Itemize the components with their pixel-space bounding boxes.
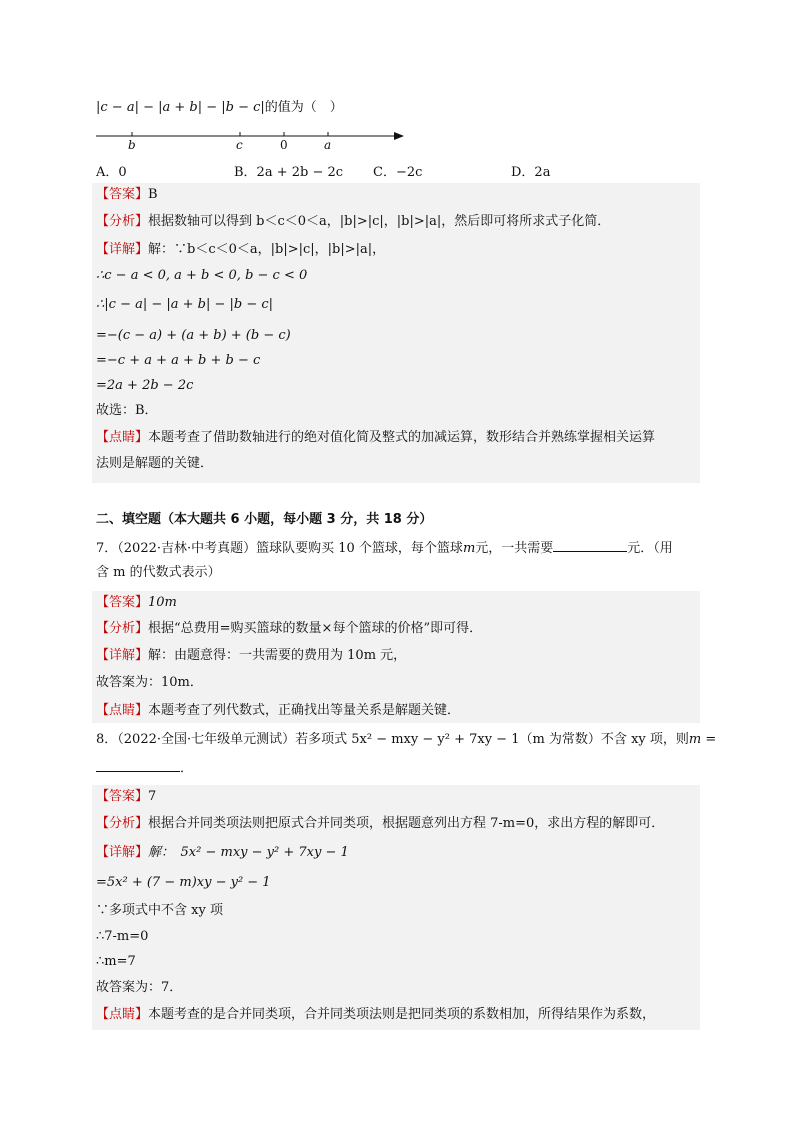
- q8-step-1: =5x² + (7 − m)xy − y² − 1: [96, 875, 271, 890]
- q7-analysis-text: 根据“总费用=购买篮球的数量×每个篮球的价格”即可得．: [148, 621, 483, 636]
- q7-detail: [96, 648, 700, 664]
- q6-answer: [96, 187, 700, 203]
- numline-label-a: a: [324, 138, 332, 152]
- q6-option-a: A．0: [96, 165, 127, 180]
- answer-tag: 【答案】: [96, 595, 149, 610]
- q6-comment-2: 法则是解题的关键．: [96, 456, 214, 471]
- q6-step-3: =−(c − a) + (a + b) + (b − c): [96, 328, 291, 343]
- q7-stem-part-a: 7．（2022·吉林·中考真题）篮球队要购买 10 个篮球，每个篮球: [96, 541, 463, 556]
- q8-step-4: ∴m=7: [96, 954, 136, 969]
- q8-comment-text: 本题考查的是合并同类项，合并同类项法则是把同类项的系数相加，所得结果作为系数，: [148, 1007, 656, 1022]
- q6-step-4: =−c + a + a + b + b − c: [96, 353, 261, 368]
- q6-step-1: ∴c − a < 0, a + b < 0, b − c < 0: [96, 268, 308, 283]
- q7-comment: [96, 703, 700, 719]
- answer-tag: 【答案】: [96, 789, 149, 804]
- q8-answer-blank: [96, 759, 180, 772]
- analysis-tag: 【分析】: [96, 621, 149, 636]
- q6-detail: [96, 242, 700, 258]
- q6-answer-value: B: [148, 187, 158, 202]
- analysis-tag: 【分析】: [96, 214, 149, 229]
- q6-option-c: C．−2c: [373, 165, 423, 180]
- detail-tag: 【详解】: [96, 242, 149, 257]
- detail-tag: 【详解】: [96, 845, 149, 860]
- comment-tag: 【点睛】: [96, 430, 149, 445]
- number-line: [96, 124, 416, 154]
- q7-stem-line-1: [96, 539, 700, 557]
- comment-tag: 【点睛】: [96, 703, 149, 718]
- q8-detail: [96, 845, 700, 861]
- q6-conclusion: 故选：B．: [96, 403, 158, 418]
- q7-stem-line-2: 含 m 的代数式表示）: [96, 565, 221, 580]
- q6-stem-expression: |c − a| − |a + b| − |b − c|: [96, 100, 265, 115]
- q8-stem-line-2: ．: [96, 759, 700, 777]
- comment-tag: 【点睛】: [96, 1007, 149, 1022]
- q6-comment-text-1: 本题考查了借助数轴进行的绝对值化简及整式的加减运算，数形结合并熟练掌握相关运算: [148, 430, 656, 445]
- number-line-arrow: [394, 132, 404, 140]
- q8-stem-line-1: [96, 732, 717, 748]
- q8-detail-text: 解： 5x² − mxy − y² + 7xy − 1: [148, 845, 349, 860]
- q6-comment-1: [96, 430, 700, 446]
- q8-stem-var: m =: [688, 732, 717, 747]
- analysis-tag: 【分析】: [96, 816, 149, 831]
- q6-stem: [96, 100, 700, 116]
- q6-stem-text: 的值为（ ）: [264, 100, 343, 115]
- q7-stem-part-c: 元．（用: [627, 541, 673, 556]
- detail-tag: 【详解】: [96, 648, 149, 663]
- q7-comment-text: 本题考查了列代数式，正确找出等量关系是解题关键．: [148, 703, 461, 718]
- numline-label-b: b: [128, 138, 136, 152]
- q6-option-b: B．2a + 2b − 2c: [234, 165, 344, 180]
- q8-step-2: ∵多项式中不含 xy 项: [96, 903, 223, 918]
- q8-conclusion: 故答案为：7．: [96, 980, 183, 995]
- q8-step-3: ∴7-m=0: [96, 929, 149, 944]
- section-title: 二、填空题（本大题共 6 小题，每小题 3 分，共 18 分）: [96, 512, 433, 527]
- q8-analysis: [96, 816, 700, 832]
- q6-step-5: =2a + 2b − 2c: [96, 378, 194, 393]
- q7-answer: [96, 595, 700, 611]
- q8-stem-text: 8．（2022·全国·七年级单元测试）若多项式 5x² − mxy − y² + 7xy − 1（m 为常数）不含 xy 项，则: [96, 732, 689, 747]
- q8-answer: [96, 789, 700, 805]
- q7-stem-part-b: 元，一共需要: [475, 541, 554, 556]
- numline-label-0: 0: [280, 138, 288, 152]
- q7-answer-value: 10m: [148, 595, 177, 610]
- q7-detail-text: 解：由题意得：一共需要的费用为 10m 元，: [148, 648, 407, 663]
- q7-answer-blank: [553, 539, 627, 552]
- q6-step-2: ∴|c − a| − |a + b| − |b − c|: [96, 297, 274, 312]
- q7-stem-var: m: [462, 541, 476, 556]
- numline-label-c: c: [236, 138, 243, 152]
- q8-comment: [96, 1007, 700, 1023]
- q6-analysis-text: 根据数轴可以得到 b＜c＜0＜a，|b|>|c|，|b|>|a|，然后即可将所求式子化简．: [148, 214, 611, 229]
- q6-detail-text: 解：∵b＜c＜0＜a，|b|>|c|，|b|>|a|，: [148, 242, 386, 257]
- q7-analysis: [96, 621, 700, 637]
- q8-answer-value: 7: [148, 789, 157, 804]
- q7-conclusion: 故答案为：10m．: [96, 675, 203, 690]
- q6-analysis: [96, 214, 700, 230]
- q6-option-d: D．2a: [511, 165, 551, 180]
- answer-tag: 【答案】: [96, 187, 149, 202]
- q8-analysis-text: 根据合并同类项法则把原式合并同类项，根据题意列出方程 7-m=0，求出方程的解即可．: [148, 816, 665, 831]
